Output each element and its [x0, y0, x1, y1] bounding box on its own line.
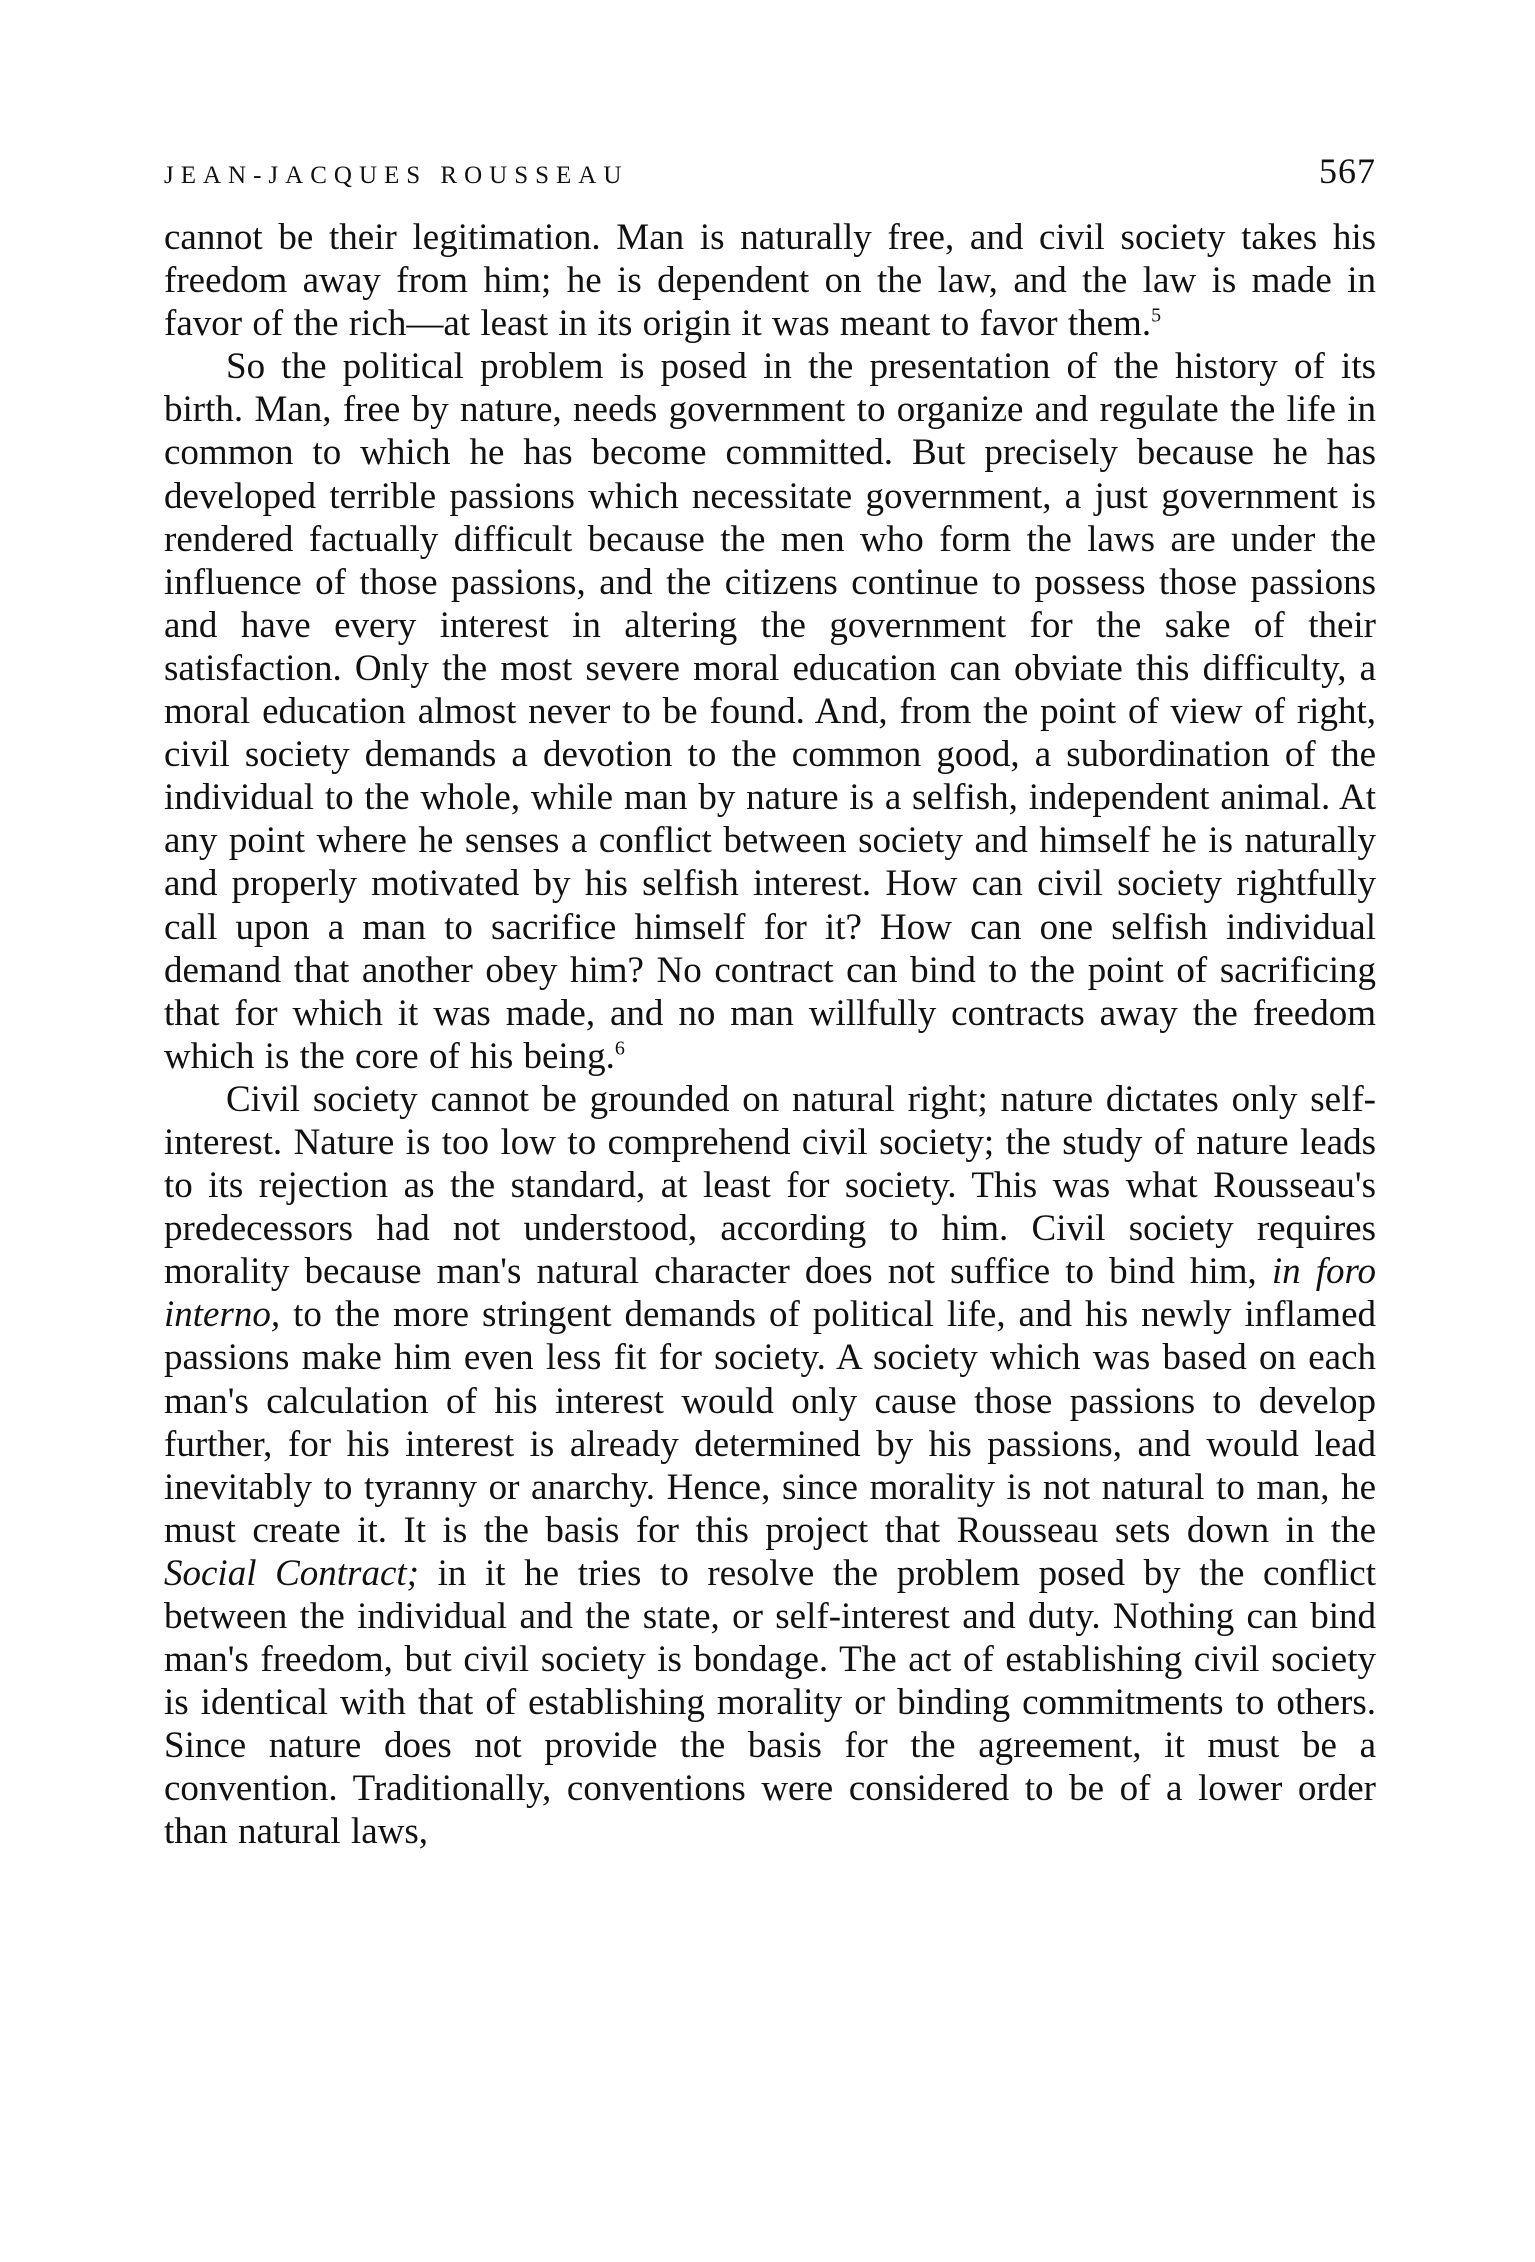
paragraph [164, 345, 1376, 1078]
paragraph [164, 1078, 1376, 1854]
paragraph [164, 216, 1376, 345]
footnote-marker: 5 [1151, 304, 1162, 327]
italic-phrase: in foro interno, [164, 1251, 1377, 1336]
running-head [164, 150, 1376, 210]
paragraph-text: cannot be their legitimation. Man is naturally free, and civil society takes his freedom away from him; he is dependent on the law, and the law is made in favor of the rich—at least in its origin it was meant to favor them. [164, 217, 1376, 345]
book-title: Social Contract; [164, 1552, 419, 1594]
paragraph-text: in it he tries to resolve the problem posed by the conflict between the individual and the state, or self-interest and duty. Nothing can bind man's freedom, but civil society is bondage. The act of establishing civil society is identical with that of establishing morality or binding commitments to others. Since nature does not provide the basis for the agreement, it must be a convention. Traditionally, conventions were considered to be of a lower order than natural laws, [164, 1552, 1377, 1853]
paragraph-text: Civil society cannot be grounded on natural right; nature dictates only self-interest. Nature is too low to comprehend civil society; the study of nature leads to its rejection as the standard, at least for society. This was what Rousseau's predecessors had not understood, according to him. Civil society requires morality because man's natural character does not suffice to bind him, [164, 1078, 1376, 1293]
book-page [164, 150, 1376, 2210]
running-title: JEAN-JACQUES ROUSSEAU [164, 162, 629, 189]
paragraph-text: So the political problem is posed in the presentation of the history of its birth. Man, free by nature, needs government to organize and regulate the life in common to which he has become committed. But precisely because he has developed terrible passions which necessitate government, a just government is rendered factually difficult because the men who form the laws are under the influence of those passions, and the citizens continue to possess those passions and have every interest in altering the government for the sake of their satisfaction. Only the most severe moral education can obviate this difficulty, a moral education almost never to be found. And, from the point of view of right, civil society demands a devotion to the common good, a subordination of the individual to the whole, while man by nature is a selfish, independent animal. At any point where he senses a conflict between society and himself he is naturally and properly motivated by his selfish interest. How can civil society rightfully call upon a man to sacrifice himself for it? How can one selfish individual demand that another obey him? No contract can bind to the point of sacrificing that for which it was made, and no man willfully contracts away the freedom which is the core of his being. [164, 346, 1376, 1077]
body-text [164, 216, 1376, 1854]
paragraph-text: to the more stringent demands of political life, and his newly inflamed passions make him even less fit for society. A society which was based on each man's calculation of his interest would only cause those passions to develop further, for his interest is already determined by his passions, and would lead inevitably to tyranny or anarchy. Hence, since morality is not natural to man, he must create it. It is the basis for this project that Rousseau sets down in the [164, 1294, 1376, 1551]
footnote-marker: 6 [614, 1037, 625, 1060]
page-number: 567 [1319, 151, 1376, 191]
